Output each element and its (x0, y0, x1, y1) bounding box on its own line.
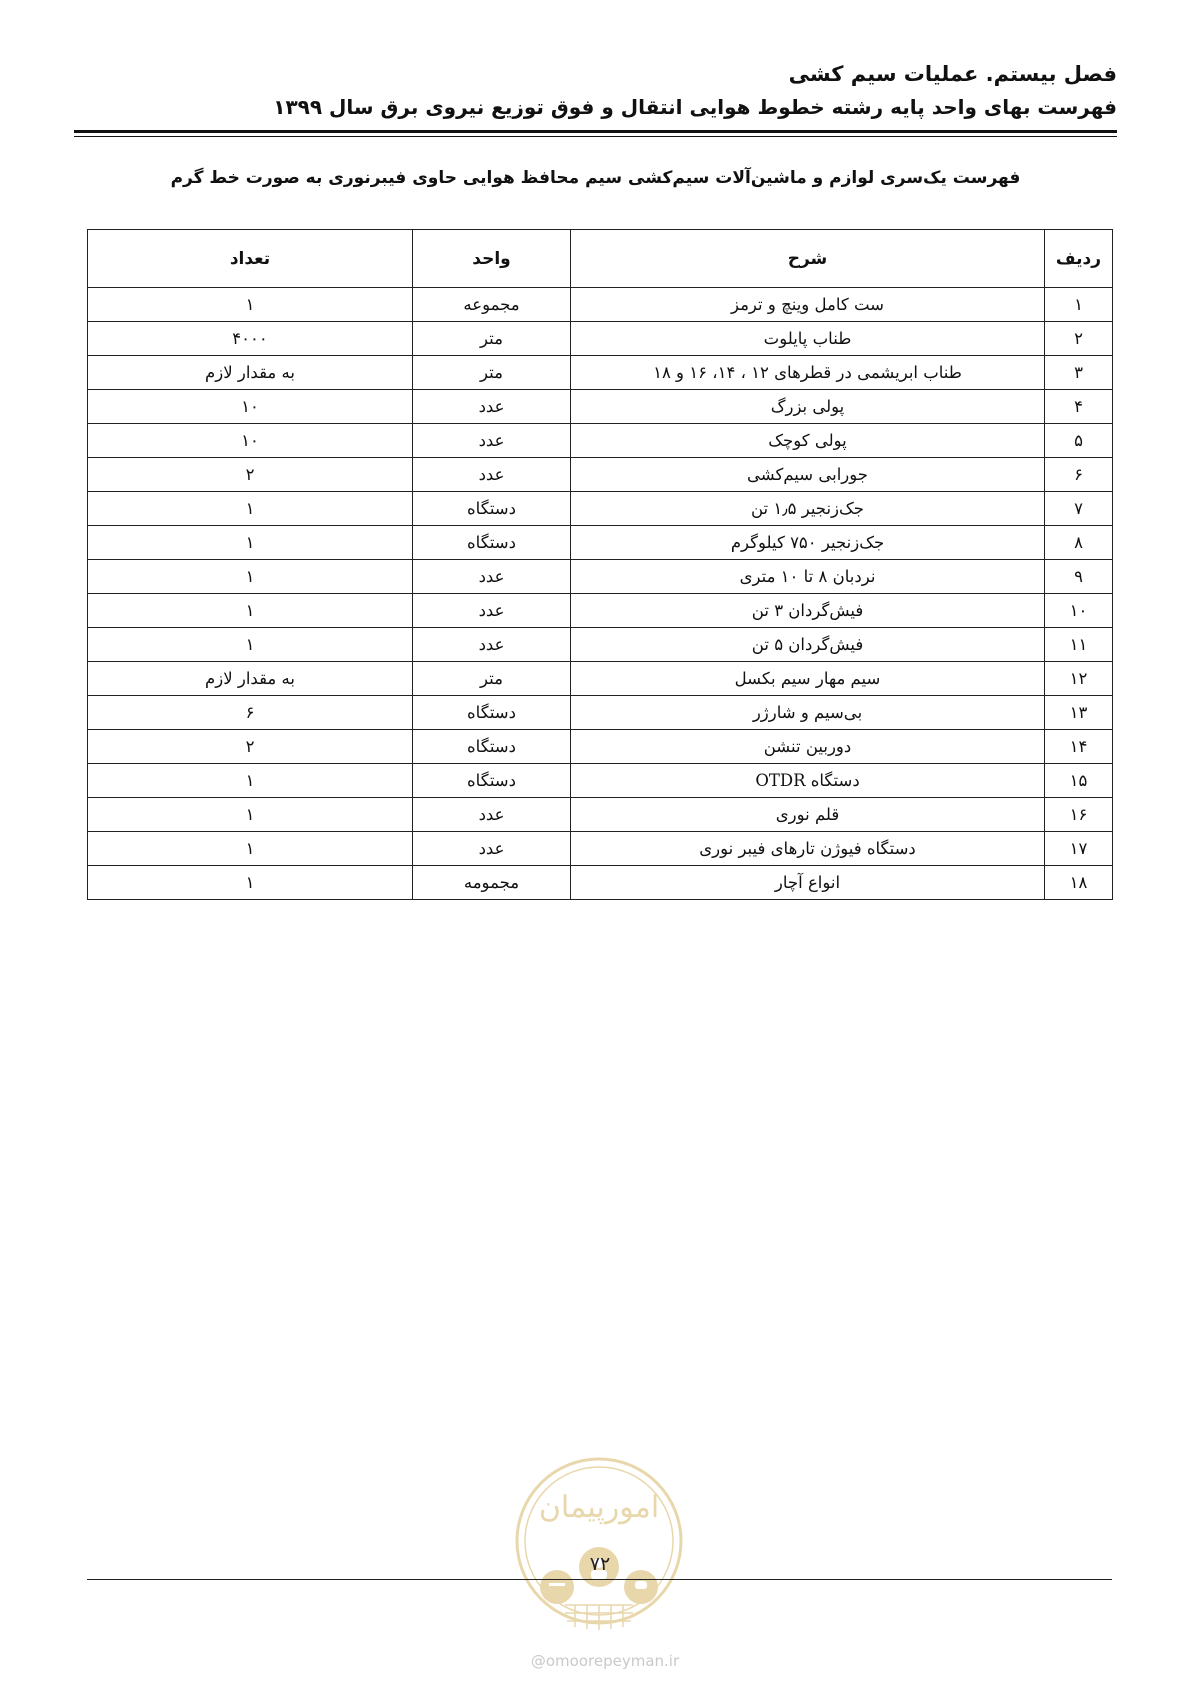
footer-rule (87, 1579, 1112, 1580)
cell-radif: ۱۰ (1045, 594, 1113, 628)
table-title: فهرست یک‌سری لوازم و ماشین‌آلات سیم‌کشی سیم محافظ هوایی حاوی فیبرنوری به صورت خط گرم (170, 168, 1021, 188)
cell-radif: ۱۳ (1045, 696, 1113, 730)
header-rule-thin (74, 136, 1117, 137)
cell-radif: ۱ (1045, 288, 1113, 322)
svg-text:امورپیمان: امورپیمان (538, 1490, 660, 1525)
cell-sharh: دوربین تنشن (571, 730, 1045, 764)
table-row (88, 662, 1113, 696)
omoorepeyman-watermark-logo (505, 1455, 693, 1645)
cell-tedad: ۱ (88, 866, 413, 900)
table-row (88, 322, 1113, 356)
page-number: ۷۲ (589, 1553, 611, 1575)
table-row (88, 492, 1113, 526)
table-row (88, 730, 1113, 764)
cell-tedad: ۱ (88, 764, 413, 798)
cell-radif: ۷ (1045, 492, 1113, 526)
document-subtitle: فهرست بهای واحد پایه رشته خطوط هوایی انتقال و فوق توزیع نیروی برق سال ۱۳۹۹ (273, 95, 1117, 119)
page-header (74, 58, 1117, 124)
cell-radif: ۵ (1045, 424, 1113, 458)
table-body (88, 288, 1113, 900)
cell-tedad: ۱ (88, 628, 413, 662)
cell-sharh: سیم مهار سیم بکسل (571, 662, 1045, 696)
cell-radif: ۱۶ (1045, 798, 1113, 832)
table-header-row (88, 230, 1113, 288)
cell-sharh: جک‌زنجیر ۷۵۰ کیلوگرم (571, 526, 1045, 560)
table-row (88, 866, 1113, 900)
cell-vahed: عدد (413, 832, 571, 866)
cell-vahed: عدد (413, 390, 571, 424)
table-row (88, 424, 1113, 458)
cell-sharh: ست کامل وینچ و ترمز (571, 288, 1045, 322)
cell-radif: ۳ (1045, 356, 1113, 390)
header-vahed: واحد (413, 230, 571, 288)
cell-vahed: دستگاه (413, 764, 571, 798)
cell-sharh: نردبان ۸ تا ۱۰ متری (571, 560, 1045, 594)
table-row (88, 288, 1113, 322)
cell-radif: ۱۷ (1045, 832, 1113, 866)
cell-vahed: عدد (413, 798, 571, 832)
cell-sharh: جورابی سیم‌کشی (571, 458, 1045, 492)
cell-sharh: قلم نوری (571, 798, 1045, 832)
table-row (88, 594, 1113, 628)
header-radif: ردیف (1045, 230, 1113, 288)
equipment-table (87, 229, 1113, 900)
cell-sharh: پولی بزرگ (571, 390, 1045, 424)
cell-vahed: عدد (413, 424, 571, 458)
cell-sharh: پولی کوچک (571, 424, 1045, 458)
site-credit: @omoorepeyman.ir (530, 1652, 680, 1670)
table-row (88, 696, 1113, 730)
cell-vahed: متر (413, 662, 571, 696)
cell-radif: ۹ (1045, 560, 1113, 594)
cell-tedad: ۱۰ (88, 390, 413, 424)
cell-sharh: فیش‌گردان ۳ تن (571, 594, 1045, 628)
cell-tedad: ۲ (88, 458, 413, 492)
cell-tedad: ۴۰۰۰ (88, 322, 413, 356)
header-rule-thick (74, 130, 1117, 133)
table-row (88, 832, 1113, 866)
cell-tedad: ۱ (88, 560, 413, 594)
cell-vahed: مجموعه (413, 288, 571, 322)
cell-tedad: ۱ (88, 798, 413, 832)
cell-tedad: به مقدار لازم (88, 662, 413, 696)
header-sharh: شرح (571, 230, 1045, 288)
cell-tedad: ۲ (88, 730, 413, 764)
cell-radif: ۱۱ (1045, 628, 1113, 662)
table-row (88, 458, 1113, 492)
header-tedad: تعداد (88, 230, 413, 288)
cell-vahed: عدد (413, 560, 571, 594)
table-row (88, 356, 1113, 390)
cell-sharh: دستگاه OTDR (571, 764, 1045, 798)
cell-vahed: متر (413, 356, 571, 390)
table-row (88, 560, 1113, 594)
cell-radif: ۲ (1045, 322, 1113, 356)
cell-radif: ۱۴ (1045, 730, 1113, 764)
table-row (88, 390, 1113, 424)
cell-vahed: مجمومه (413, 866, 571, 900)
cell-radif: ۱۲ (1045, 662, 1113, 696)
cell-sharh: طناب پایلوت (571, 322, 1045, 356)
table-row (88, 526, 1113, 560)
cell-tedad: ۱ (88, 526, 413, 560)
cell-vahed: دستگاه (413, 492, 571, 526)
cell-radif: ۴ (1045, 390, 1113, 424)
cell-tedad: ۶ (88, 696, 413, 730)
cell-radif: ۸ (1045, 526, 1113, 560)
cell-vahed: عدد (413, 594, 571, 628)
table-row (88, 764, 1113, 798)
cell-sharh: دستگاه فیوژن تارهای فیبر نوری (571, 832, 1045, 866)
cell-sharh: انواع آچار (571, 866, 1045, 900)
cell-radif: ۱۸ (1045, 866, 1113, 900)
chapter-title: فصل بیستم. عملیات سیم کشی (788, 62, 1117, 86)
cell-sharh: بی‌سیم و شارژر (571, 696, 1045, 730)
cell-vahed: دستگاه (413, 730, 571, 764)
cell-radif: ۶ (1045, 458, 1113, 492)
cell-tedad: به مقدار لازم (88, 356, 413, 390)
table-row (88, 628, 1113, 662)
cell-tedad: ۱ (88, 492, 413, 526)
cell-vahed: دستگاه (413, 526, 571, 560)
cell-radif: ۱۵ (1045, 764, 1113, 798)
cell-vahed: دستگاه (413, 696, 571, 730)
table-row (88, 798, 1113, 832)
cell-tedad: ۱ (88, 594, 413, 628)
cell-sharh: جک‌زنجیر ۱٫۵ تن (571, 492, 1045, 526)
cell-tedad: ۱ (88, 288, 413, 322)
cell-vahed: متر (413, 322, 571, 356)
cell-tedad: ۱۰ (88, 424, 413, 458)
cell-tedad: ۱ (88, 832, 413, 866)
cell-vahed: عدد (413, 628, 571, 662)
cell-sharh: طناب ابریشمی در قطرهای ۱۲ ، ۱۴، ۱۶ و ۱۸ (571, 356, 1045, 390)
cell-sharh: فیش‌گردان ۵ تن (571, 628, 1045, 662)
cell-vahed: عدد (413, 458, 571, 492)
